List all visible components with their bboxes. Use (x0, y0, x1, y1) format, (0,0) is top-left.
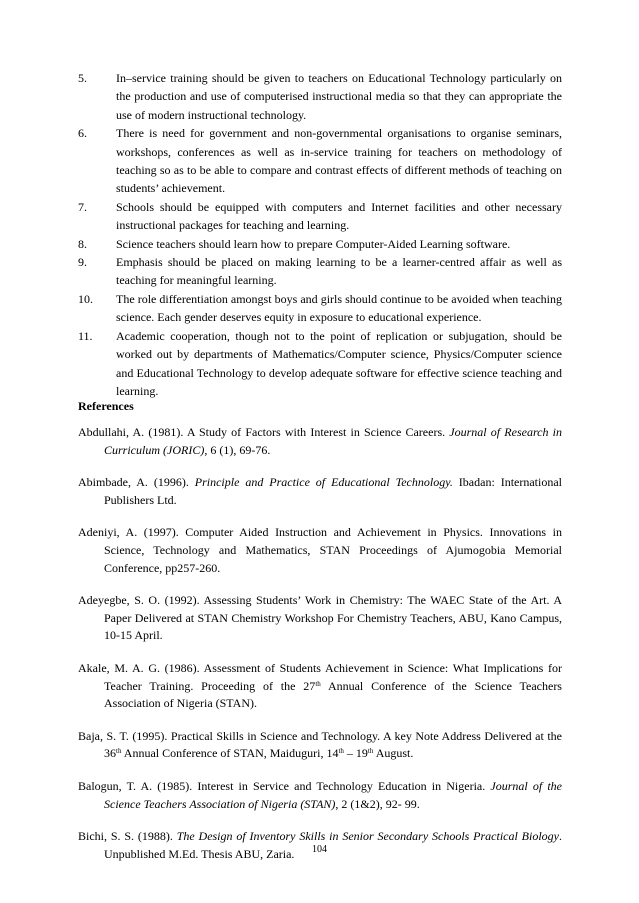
reference-entry (78, 524, 562, 577)
list-item (78, 124, 562, 198)
reference-entry (78, 778, 562, 813)
list-number: 10. (78, 291, 93, 306)
list-number: 5. (78, 71, 87, 85)
reference-book-title: Principle and Practice of Educational Technology. (194, 475, 453, 490)
reference-entry (78, 728, 562, 763)
list-item (78, 235, 562, 253)
reference-text: , 6 (1), 69-76. (204, 442, 271, 457)
list-text: The role differentiation amongst boys and girls should continue to be avoided when teaching science. Each gender deserves equity in exposure to educational experience. (116, 291, 562, 325)
list-item (78, 290, 562, 327)
ordinal-superscript: th (338, 747, 344, 756)
reference-text: Bichi, S. S. (1988). (78, 829, 177, 844)
page-number: 104 (312, 844, 327, 855)
recommendations-list (78, 69, 562, 400)
reference-text: Adeniyi, A. (1997). Computer Aided Instruction and Achievement in Physics. Innovations in Science, Technology and Mathematics, STAN Proceedings of Ajumogobia Memorial Conference, pp257-260. (78, 525, 562, 575)
list-text: Emphasis should be placed on making learning to be a learner-centred affair as well as teaching for meaningful learning. (116, 255, 562, 288)
reference-text: Akale, M. A. G. (1986). Assessment of Students Achievement in Science: What Implications for Teacher Training. Proceeding of the 27 (78, 660, 562, 693)
list-item (78, 253, 562, 290)
reference-entry (78, 424, 562, 459)
references-heading: References (78, 399, 134, 413)
list-number: 11. (78, 328, 93, 343)
list-text: Schools should be equipped with computers and Internet facilities and other necessary instructional packages for teaching and learning. (116, 199, 562, 233)
reference-text: Abimbade, A. (1996). (78, 475, 195, 490)
reference-text: , 2 (1&2), 92- 99. (335, 796, 420, 811)
reference-text: Adeyegbe, S. O. (1992). Assessing Students’ Work in Chemistry: The WAEC State of the Art. A Paper Delivered at STAN Chemistry Workshop For Chemistry Teachers, ABU, Kano Campus, 10-15 April. (78, 593, 562, 643)
reference-text: Ibadan: International Publishers Ltd. (104, 475, 563, 507)
reference-journal: Journal of Research in Curriculum (JORIC) (104, 425, 563, 457)
reference-journal: Journal of the Science Teachers Association of Nigeria (STAN) (104, 778, 562, 811)
list-number: 8. (78, 236, 87, 251)
list-text: In–service training should be given to teachers on Educational Technology particularly on the production and use of computerised instructional media so that they can appropriate the use of modern instructional technology. (116, 71, 562, 122)
reference-text: Abdullahi, A. (1981). A Study of Factors with Interest in Science Careers. (78, 425, 450, 439)
list-item (78, 198, 562, 235)
ordinal-superscript: th (367, 747, 374, 756)
reference-entry (78, 592, 562, 645)
list-number: 9. (78, 255, 87, 270)
reference-text: Baja, S. T. (1995). Practical Skills in Science and Technology. A key Note Address Delivered at the 36 (78, 728, 562, 761)
reference-text: . Unpublished M.Ed. Thesis ABU, Zaria. (104, 829, 562, 861)
reference-thesis-title: The Design of Inventory Skills in Senior Secondary Schools Practical Biology (176, 829, 559, 844)
reference-text: Annual Conference of STAN, Maiduguri, 14 (121, 746, 339, 761)
list-item (78, 327, 562, 401)
list-number: 6. (78, 126, 87, 141)
list-text: Science teachers should learn how to prepare Computer-Aided Learning software. (116, 236, 511, 251)
ordinal-superscript: th (116, 747, 122, 756)
list-number: 7. (78, 199, 87, 214)
reference-text: Balogun, T. A. (1985). Interest in Service and Technology Education in Nigeria. (78, 778, 491, 793)
ordinal-superscript: th (315, 679, 321, 688)
reference-entry (78, 660, 562, 713)
list-item (78, 69, 562, 124)
list-text: There is need for government and non-governmental organisations to organise seminars, workshops, conferences as well as in-service training for teachers on methodology of teaching so as to be able to compare and contrast effects of different methods of teaching on students’ achievement. (116, 126, 562, 196)
reference-text: August. (373, 746, 414, 761)
list-text: Academic cooperation, though not to the point of replication or subjugation, should be worked out by departments of Mathematics/Computer science, Physics/Computer science and Educational Technology to develop adequate software for effective science teaching and learning. (116, 328, 562, 398)
reference-text: Annual Conference of the Science Teachers Association of Nigeria (STAN). (104, 678, 562, 711)
references-list (78, 424, 562, 878)
reference-text: – 19 (343, 746, 368, 761)
reference-entry (78, 474, 562, 509)
